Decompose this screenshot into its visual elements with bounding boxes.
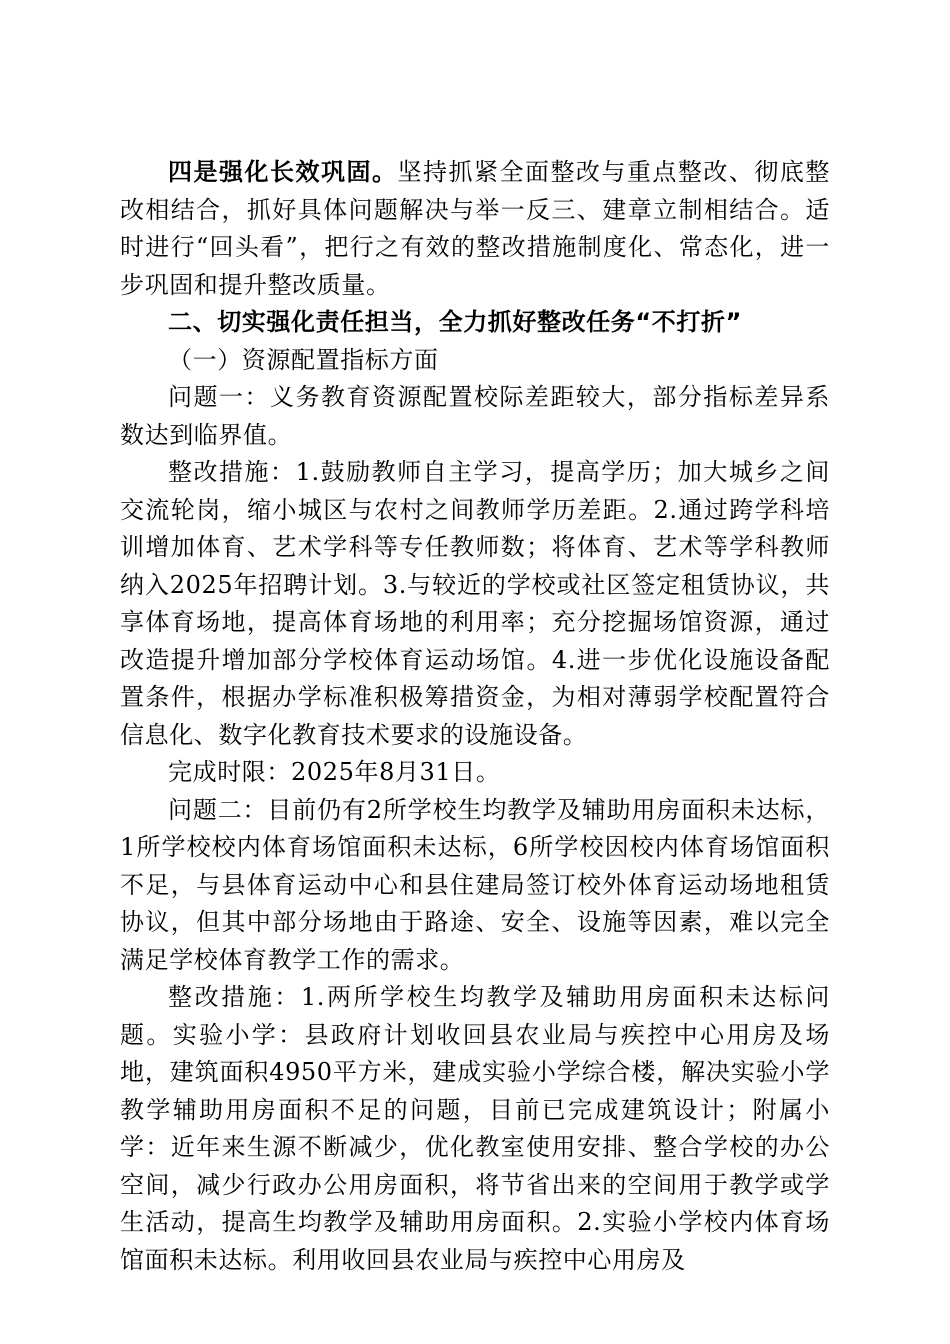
section-heading: 二、切实强化责任担当，全力抓好整改任务“不打折”: [168, 308, 742, 336]
deadline-one: 完成时限：2025年8月31日。: [168, 758, 501, 786]
problem-one: 问题一：义务教育资源配置校际差距较大，部分指标差异系数达到临界值。: [120, 383, 830, 449]
measures-one: 整改措施：1.鼓励教师自主学习，提高学历；加大城乡之间交流轮岗，缩小城区与农村之间教师学历差距。2.通过跨学科培训增加体育、艺术学科等专任教师数；将体育、艺术等学科教师纳入2025年招聘计划。3.与较近的学校或社区签定租赁协议，共享体育场地，提高体育场地的利用率；充分挖掘场馆资源，通过改造提升增加部分学校体育运动场馆。4.进一步优化设施设备配置条件，根据办学标准积极筹措资金，为相对薄弱学校配置符合信息化、数字化教育技术要求的设施设备。: [120, 458, 830, 749]
problem-two: 问题二：目前仍有2所学校生均教学及辅助用房面积未达标，1所学校校内体育场馆面积未达标，6所学校因校内体育场馆面积不足，与县体育运动中心和县住建局签订校外体育运动场地租赁协议，但其中部分场地由于路途、安全、设施等因素，难以完全满足学校体育教学工作的需求。: [120, 795, 830, 974]
paragraph-lead: 四是强化长效巩固。: [168, 157, 398, 186]
paragraph-body: 坚持抓紧全面整改与重点整改、彻底整改相结合，抓好具体问题解决与举一反三、建章立制相结合。适时进行“回头看”，把行之有效的整改措施制度化、常态化，进一步巩固和提升整改质量。: [120, 158, 830, 299]
subsection-heading: （一）资源配置指标方面: [168, 345, 439, 374]
document-page: [120, 153, 830, 1279]
paragraph-strengthen-long-term: [120, 153, 830, 304]
measures-two: 整改措施：1.两所学校生均教学及辅助用房面积未达标问题。实验小学：县政府计划收回县农业局与疾控中心用房及场地，建筑面积4950平方米，建成实验小学综合楼，解决实验小学教学辅助用房面积不足的问题，目前已完成建筑设计；附属小学：近年来生源不断减少，优化教室使用安排、整合学校的办公空间，减少行政办公用房面积，将节省出来的空间用于教学或学生活动，提高生均教学及辅助用房面积。2.实验小学校内体育场馆面积未达标。利用收回县农业局与疾控中心用房及: [120, 983, 830, 1274]
